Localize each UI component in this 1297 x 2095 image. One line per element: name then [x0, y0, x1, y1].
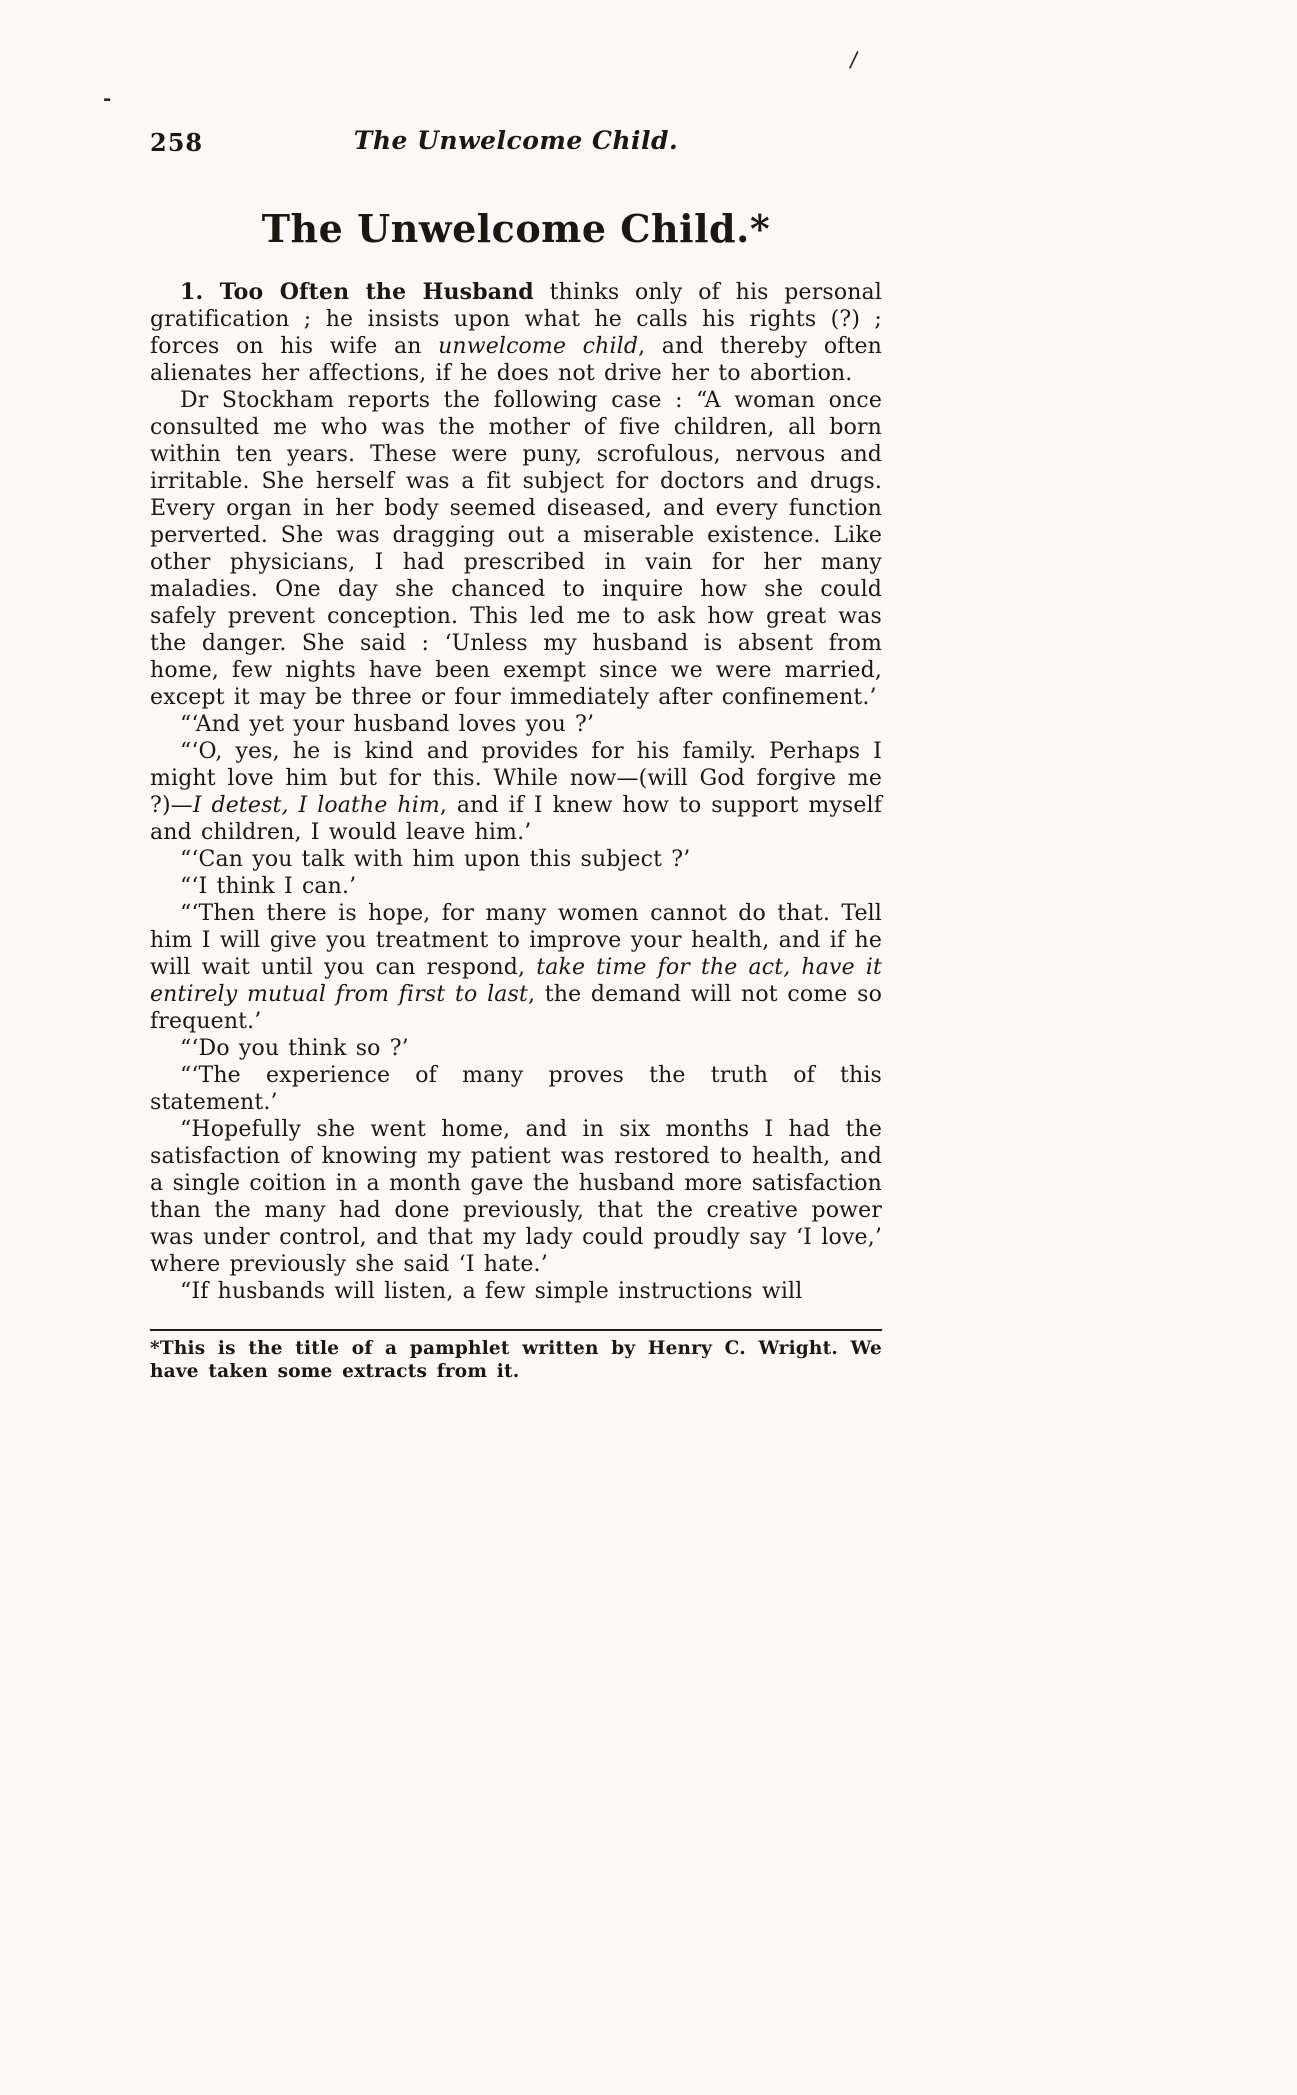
text-segment: “‘And yet your husband loves you ?’: [180, 712, 595, 737]
text-segment: , and if I knew how to support myself and children, I would leave him.’: [150, 793, 882, 845]
text-segment: “If husbands will listen, a few simple instructions will: [180, 1279, 803, 1304]
page-content: [150, 126, 882, 1383]
page-header: [150, 126, 882, 162]
paragraph: [150, 1062, 882, 1116]
text-segment: “‘Then there is hope, for many women cannot do that. Tell him I will give you treatment to improve your health, and if he will wait until you can respond,: [150, 901, 882, 980]
paragraph: [150, 738, 882, 846]
paragraph: [150, 279, 882, 387]
text-segment: “‘I think I can.’: [180, 874, 357, 899]
page-number: 258: [150, 128, 204, 157]
text-segment: “‘Can you talk with him upon this subject ?’: [180, 847, 691, 872]
paragraph: [150, 1035, 882, 1062]
running-head: The Unwelcome Child.: [353, 126, 679, 155]
text-segment: “Hopefully she went home, and in six months I had the satisfaction of knowing my patient was restored to health, and a single coition in a month gave the husband more satisfaction than the many had done previously, that the creative power was under control, and that my lady could proudly say ‘I love,’ where previously she said ‘I hate.’: [150, 1117, 882, 1277]
text-segment: , and thereby often alienates her affections, if he does not drive her to abortion.: [150, 334, 883, 386]
paragraph: [150, 900, 882, 1035]
text-segment: “‘The experience of many proves the truth of this statement.’: [150, 1063, 882, 1115]
text-segment: 1. Too Often the Husband: [180, 279, 534, 305]
text-segment: Dr Stockham reports the following case : “A woman once consulted me who was the mother of five children, all born within ten years. These were puny, scrofulous, nervous and irritable. She herself was a fit subject for doctors and drugs. Every organ in her body seemed diseased, and every function perverted. She was dragging out a miserable existence. Like other physicians, I had prescribed in vain for her many maladies. One day she chanced to inquire how she could safely prevent conception. This led me to ask how great was the danger. She said : ‘Unless my husband is absent from home, few nights have been exempt since we were married, except it may be three or four immediately after confinement.’: [150, 388, 882, 710]
scan-artifact-slash: /: [848, 47, 860, 74]
paragraph: [150, 873, 882, 900]
paragraph: [150, 1278, 882, 1305]
scan-artifact-dash: -: [103, 86, 112, 110]
text-segment: take time for the act, have it entirely mutual from first to last: [150, 955, 882, 1007]
text-segment: thinks only of his personal gratification ; he insists upon what he calls his rights (?) ; forces on his wife an: [150, 280, 882, 359]
paragraph: [150, 846, 882, 873]
body-paragraphs: [150, 279, 882, 1305]
paragraph: [150, 711, 882, 738]
footnote-block: [150, 1329, 882, 1383]
text-segment: “‘Do you think so ?’: [180, 1036, 409, 1061]
footnote-divider: [150, 1329, 882, 1331]
paragraph: [150, 1116, 882, 1278]
text-segment: “‘O, yes, he is kind and provides for his family. Perhaps I might love him but for this. While now—(will God forgive me ?)—: [150, 739, 882, 818]
paragraph: [150, 387, 882, 711]
text-segment: , the demand will not come so frequent.’: [150, 982, 882, 1034]
text-segment: unwelcome child: [438, 334, 639, 359]
footnote-text: *This is the title of a pamphlet written by Henry C. Wright. We have taken some extracts from it.: [150, 1338, 882, 1382]
page-title: The Unwelcome Child.*: [261, 206, 771, 251]
text-segment: I detest, I loathe him: [192, 793, 440, 818]
